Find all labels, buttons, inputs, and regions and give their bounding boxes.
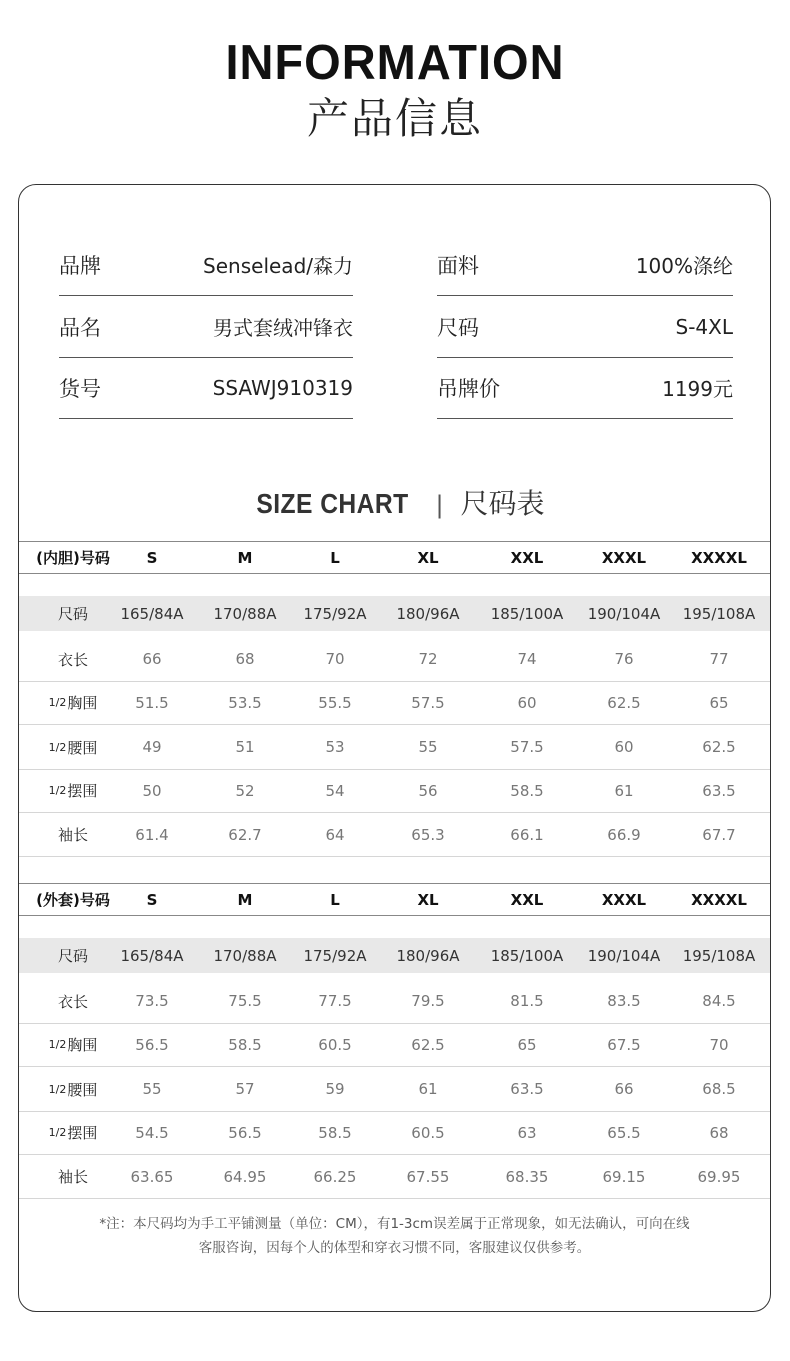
inner-header-label: (内胆)号码 bbox=[36, 549, 110, 567]
outer-value-cell: 57 bbox=[235, 1080, 255, 1098]
outer-value-cell: 58.5 bbox=[228, 1035, 262, 1054]
inner-value-cell: 72 bbox=[418, 650, 438, 668]
inner-value-cell: 53.5 bbox=[228, 693, 262, 712]
outer-size-header: XXL bbox=[510, 890, 544, 909]
inner-table-row bbox=[19, 813, 770, 857]
inner-value-cell: 49 bbox=[142, 738, 162, 756]
outer-value-cell: 175/92A bbox=[303, 946, 367, 965]
outer-table-row bbox=[19, 1023, 770, 1067]
inner-value-cell: 63.5 bbox=[702, 781, 736, 800]
outer-value-cell: 84.5 bbox=[702, 992, 736, 1010]
outer-value-cell: 60.5 bbox=[411, 1123, 445, 1142]
page-title-cn: 产品信息 bbox=[306, 94, 483, 143]
outer-value-cell: 170/88A bbox=[213, 946, 277, 965]
outer-table-row bbox=[19, 938, 770, 973]
info-label: 品名 bbox=[59, 315, 101, 340]
inner-value-cell: 185/100A bbox=[490, 604, 564, 623]
outer-value-cell: 73.5 bbox=[135, 992, 169, 1010]
outer-value-cell: 61 bbox=[418, 1080, 438, 1098]
inner-size-header: M bbox=[237, 548, 253, 567]
fraction-prefix: 1/2 bbox=[48, 1126, 67, 1139]
inner-value-cell: 70 bbox=[325, 650, 345, 668]
inner-value-cell: 51.5 bbox=[135, 693, 169, 712]
outer-value-cell: 64.95 bbox=[223, 1167, 267, 1186]
outer-value-cell: 60.5 bbox=[318, 1035, 352, 1054]
outer-value-cell: 195/108A bbox=[682, 946, 756, 965]
measurement-note bbox=[19, 1212, 770, 1260]
outer-value-cell: 77.5 bbox=[318, 992, 352, 1010]
outer-value-cell: 54.5 bbox=[135, 1123, 169, 1142]
inner-value-cell: 55.5 bbox=[318, 693, 352, 712]
inner-table-row bbox=[19, 596, 770, 631]
outer-value-cell: 190/104A bbox=[587, 946, 661, 965]
info-value: 1199元 bbox=[662, 377, 733, 401]
inner-value-cell: 74 bbox=[517, 650, 537, 668]
info-value: 男式套绒冲锋衣 bbox=[213, 316, 353, 340]
inner-size-header: XL bbox=[417, 548, 439, 567]
row-label-text: 袖长 bbox=[57, 1168, 88, 1186]
inner-value-cell: 76 bbox=[614, 650, 634, 668]
inner-size-header: L bbox=[330, 548, 340, 567]
outer-size-header: XL bbox=[417, 890, 439, 909]
inner-value-cell: 62.5 bbox=[702, 738, 736, 756]
info-brand bbox=[59, 234, 353, 296]
row-label-text: 腰围 bbox=[67, 738, 98, 757]
inner-value-cell: 65 bbox=[709, 693, 729, 712]
inner-value-cell: 66.9 bbox=[607, 825, 641, 844]
inner-value-cell: 57.5 bbox=[510, 738, 544, 756]
info-tag-price bbox=[437, 357, 733, 419]
outer-value-cell: 69.15 bbox=[602, 1167, 646, 1186]
outer-value-cell: 55 bbox=[142, 1080, 162, 1098]
inner-value-cell: 60 bbox=[614, 738, 634, 756]
row-label-text: 袖长 bbox=[57, 826, 88, 844]
info-label: 货号 bbox=[59, 376, 101, 401]
outer-value-cell: 75.5 bbox=[228, 992, 262, 1010]
outer-size-header: XXXL bbox=[601, 890, 647, 909]
inner-value-cell: 170/88A bbox=[213, 604, 277, 623]
size-chart-title-en: SIZE CHART bbox=[255, 488, 409, 519]
outer-value-cell: 62.5 bbox=[411, 1035, 445, 1054]
inner-value-cell: 61 bbox=[614, 781, 634, 800]
outer-value-cell: 65 bbox=[517, 1035, 537, 1054]
outer-value-cell: 68.5 bbox=[702, 1080, 736, 1098]
inner-table-row bbox=[19, 681, 770, 725]
outer-value-cell: 63 bbox=[517, 1123, 537, 1142]
note-line: *注：本尺码均为手工平铺测量（单位：CM），有1-3cm误差属于正常现象，如无法确认，可向在线 bbox=[99, 1216, 690, 1232]
row-label-text: 衣长 bbox=[57, 992, 88, 1011]
outer-value-cell: 68.35 bbox=[505, 1167, 549, 1186]
outer-value-cell: 66.25 bbox=[313, 1167, 357, 1186]
page-title-en: INFORMATION bbox=[225, 33, 565, 90]
info-value: SSAWJ910319 bbox=[212, 375, 353, 400]
outer-size-header: XXXXL bbox=[691, 890, 747, 909]
outer-header-label: (外套)号码 bbox=[36, 891, 110, 909]
inner-value-cell: 50 bbox=[142, 781, 162, 800]
info-label: 吊牌价 bbox=[437, 376, 500, 401]
inner-table-row bbox=[19, 769, 770, 813]
inner-value-cell: 66 bbox=[142, 650, 162, 668]
inner-value-cell: 62.7 bbox=[228, 825, 262, 844]
info-label: 品牌 bbox=[59, 253, 101, 278]
inner-value-cell: 77 bbox=[709, 650, 729, 668]
row-label-text: 尺码 bbox=[57, 947, 88, 965]
outer-value-cell: 79.5 bbox=[411, 992, 445, 1010]
outer-value-cell: 66 bbox=[614, 1080, 634, 1098]
inner-value-cell: 57.5 bbox=[411, 693, 445, 712]
size-chart-title-cn: 尺码表 bbox=[460, 487, 545, 520]
inner-value-cell: 68 bbox=[235, 650, 255, 668]
inner-value-cell: 64 bbox=[325, 825, 345, 844]
inner-size-header: S bbox=[146, 548, 158, 567]
info-label: 面料 bbox=[437, 253, 479, 278]
outer-size-header: L bbox=[330, 890, 340, 909]
inner-header-row bbox=[19, 541, 770, 574]
outer-value-cell: 165/84A bbox=[120, 946, 184, 965]
info-item-number bbox=[59, 357, 353, 419]
outer-value-cell: 56.5 bbox=[135, 1035, 169, 1054]
inner-value-cell: 61.4 bbox=[135, 825, 169, 844]
inner-value-cell: 58.5 bbox=[510, 781, 544, 800]
inner-value-cell: 175/92A bbox=[303, 604, 367, 623]
info-value: 100%涤纶 bbox=[635, 254, 733, 278]
outer-value-cell: 58.5 bbox=[318, 1123, 352, 1142]
info-value: S-4XL bbox=[675, 314, 733, 339]
inner-size-header: XXXL bbox=[601, 548, 647, 567]
inner-value-cell: 54 bbox=[325, 781, 345, 800]
row-label-text: 腰围 bbox=[67, 1080, 98, 1099]
outer-value-cell: 67.55 bbox=[406, 1167, 450, 1186]
outer-value-cell: 56.5 bbox=[228, 1123, 262, 1142]
inner-value-cell: 55 bbox=[418, 738, 438, 756]
inner-value-cell: 195/108A bbox=[682, 604, 756, 623]
inner-size-header: XXXXL bbox=[691, 548, 747, 567]
inner-value-cell: 56 bbox=[418, 781, 438, 800]
row-label-text: 衣长 bbox=[57, 650, 88, 669]
outer-value-cell: 185/100A bbox=[490, 946, 564, 965]
outer-table-row bbox=[19, 979, 770, 1024]
outer-value-cell: 63.65 bbox=[130, 1167, 174, 1186]
row-label-text: 摆围 bbox=[67, 1124, 98, 1142]
info-label: 尺码 bbox=[437, 315, 479, 340]
inner-table-row bbox=[19, 637, 770, 682]
outer-value-cell: 59 bbox=[325, 1080, 345, 1098]
info-fabric bbox=[437, 234, 733, 296]
inner-size-header: XXL bbox=[510, 548, 544, 567]
inner-value-cell: 62.5 bbox=[607, 693, 641, 712]
inner-value-cell: 67.7 bbox=[702, 825, 736, 844]
inner-value-cell: 180/96A bbox=[396, 604, 460, 623]
note-line: 客服咨询，因每个人的体型和穿衣习惯不同，客服建议仅供参考。 bbox=[198, 1240, 591, 1256]
inner-value-cell: 65.3 bbox=[411, 825, 445, 844]
fraction-prefix: 1/2 bbox=[48, 740, 67, 754]
outer-table-row bbox=[19, 1155, 770, 1199]
info-product-name bbox=[59, 296, 353, 358]
inner-value-cell: 52 bbox=[235, 781, 255, 800]
outer-value-cell: 83.5 bbox=[607, 992, 641, 1010]
outer-value-cell: 70 bbox=[709, 1035, 729, 1054]
outer-value-cell: 63.5 bbox=[510, 1080, 544, 1098]
outer-header-row bbox=[19, 883, 770, 916]
outer-table-row bbox=[19, 1111, 770, 1155]
outer-value-cell: 68 bbox=[709, 1123, 729, 1142]
inner-value-cell: 60 bbox=[517, 693, 537, 712]
outer-value-cell: 65.5 bbox=[607, 1123, 641, 1142]
inner-value-cell: 165/84A bbox=[120, 604, 184, 623]
inner-value-cell: 66.1 bbox=[510, 825, 544, 844]
inner-table-row bbox=[19, 725, 770, 770]
inner-value-cell: 51 bbox=[235, 738, 255, 756]
inner-value-cell: 190/104A bbox=[587, 604, 661, 623]
outer-table-row bbox=[19, 1067, 770, 1112]
outer-value-cell: 81.5 bbox=[510, 992, 544, 1010]
outer-size-header: S bbox=[146, 890, 158, 909]
title-separator: | bbox=[435, 491, 444, 519]
info-value: Senselead/森力 bbox=[203, 254, 353, 278]
fraction-prefix: 1/2 bbox=[48, 1082, 67, 1096]
row-label-text: 胸围 bbox=[67, 694, 98, 712]
row-label-text: 胸围 bbox=[67, 1036, 98, 1054]
table-gap-line bbox=[19, 856, 770, 857]
row-label-text: 摆围 bbox=[67, 782, 98, 800]
outer-value-cell: 69.95 bbox=[697, 1167, 741, 1186]
fraction-prefix: 1/2 bbox=[48, 784, 67, 797]
inner-value-cell: 53 bbox=[325, 738, 345, 756]
row-label-text: 尺码 bbox=[57, 605, 88, 623]
size-chart-title bbox=[0, 482, 790, 522]
fraction-prefix: 1/2 bbox=[48, 696, 67, 709]
info-size-range bbox=[437, 296, 733, 358]
fraction-prefix: 1/2 bbox=[48, 1038, 67, 1051]
outer-size-header: M bbox=[237, 890, 253, 909]
outer-value-cell: 180/96A bbox=[396, 946, 460, 965]
outer-value-cell: 67.5 bbox=[607, 1035, 641, 1054]
